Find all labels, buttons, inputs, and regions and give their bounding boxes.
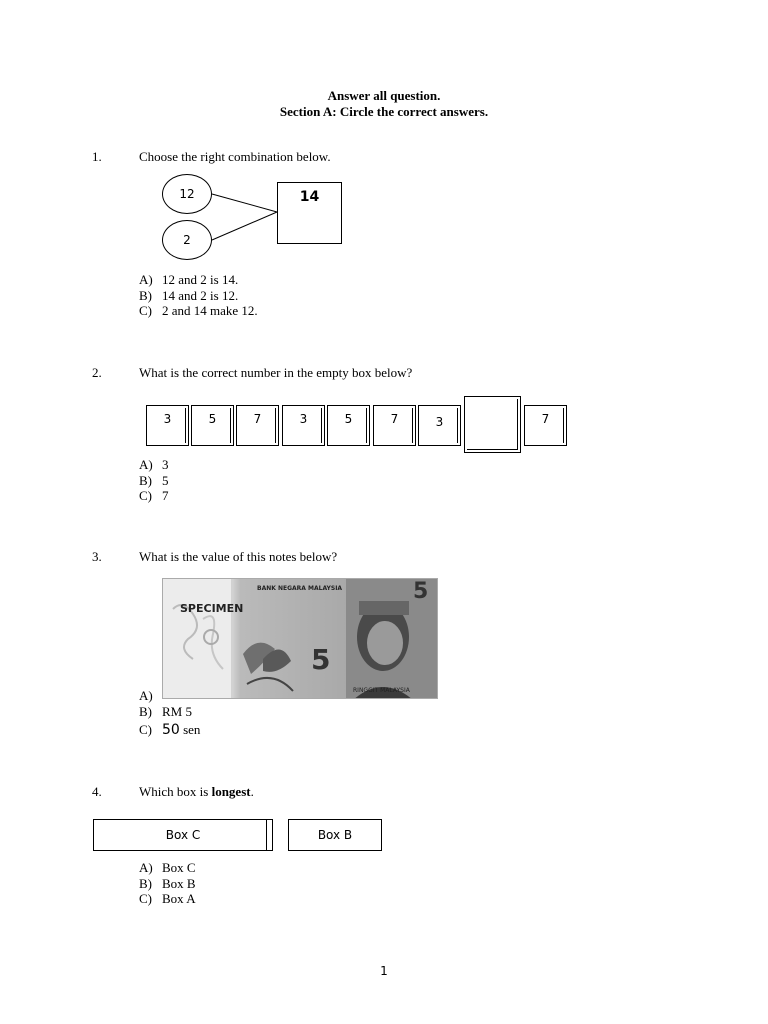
banknote-bank-name: BANK NEGARA MALAYSIA — [257, 585, 343, 592]
box-b-label: Box B — [317, 828, 353, 842]
option-text: 12 and 2 is 14. — [162, 272, 239, 287]
q4-options — [139, 860, 196, 907]
option-text: 3 — [162, 457, 169, 472]
q1-circle-top — [162, 174, 212, 214]
q4-box-b — [288, 819, 382, 851]
q1-option-c[interactable] — [139, 303, 258, 319]
q1-option-a[interactable] — [139, 272, 258, 288]
option-text: 14 and 2 is 12. — [162, 287, 239, 303]
option-letter: B) — [139, 472, 152, 488]
q1-circle-top-value: 12 — [179, 187, 195, 201]
option-letter: B) — [139, 287, 152, 303]
q1-options — [139, 272, 258, 319]
question-1-text: Choose the right combination below. — [139, 149, 331, 164]
banknote-illustration — [163, 579, 438, 699]
option-letter: C) — [139, 891, 152, 906]
q1-option-b[interactable] — [139, 288, 258, 304]
option-text: Box C — [162, 860, 196, 875]
q4-option-c[interactable] — [139, 891, 196, 907]
box-c-label: Box C — [165, 828, 201, 842]
option-text: 7 — [162, 488, 169, 503]
option-letter: A) — [139, 272, 153, 287]
option-letter: A) — [139, 688, 153, 703]
option-number: 50 — [162, 722, 180, 738]
question-2-text: What is the correct number in the empty box below? — [139, 365, 413, 380]
question-3-text: What is the value of this notes below? — [139, 549, 338, 564]
seq-value: 5 — [208, 412, 217, 426]
option-letter: A) — [139, 457, 153, 472]
question-3-number: 3. — [92, 549, 102, 564]
question-4-number: 4. — [92, 784, 102, 799]
page-number: 1 — [380, 964, 388, 978]
q1-circle-bottom — [162, 220, 212, 260]
option-letter: C) — [139, 303, 152, 318]
q3-option-c[interactable] — [139, 722, 200, 739]
option-text: 5 — [162, 472, 169, 488]
option-text: RM 5 — [162, 703, 192, 719]
q2-option-a[interactable] — [139, 457, 169, 473]
seq-value: 3 — [163, 412, 172, 426]
banknote-specimen-label: SPECIMEN — [180, 602, 244, 615]
q1-result-value: 14 — [299, 189, 320, 205]
q2-seq-box-5 — [327, 405, 370, 446]
q2-option-b[interactable] — [139, 473, 169, 489]
q4-option-a[interactable] — [139, 860, 196, 876]
seq-value: 7 — [253, 412, 262, 426]
banknote-corner-denomination: 5 — [413, 579, 429, 604]
q4-text-suffix: . — [250, 784, 254, 799]
q2-seq-box-6 — [373, 405, 416, 446]
seq-value: 5 — [344, 412, 353, 426]
q2-option-c[interactable] — [139, 488, 169, 504]
q3-option-b[interactable] — [139, 704, 200, 720]
q4-text-prefix: Which box is — [139, 784, 212, 799]
banknote-bottom-text: RINGGIT MALAYSIA — [353, 687, 410, 694]
option-text: Box A — [162, 891, 196, 906]
option-text: sen — [179, 722, 201, 737]
q4-box-c — [93, 819, 273, 851]
seq-value: 3 — [299, 412, 308, 426]
section-title: Section A: Circle the correct answers. — [279, 104, 489, 119]
q2-seq-box-2 — [191, 405, 234, 446]
question-1-number: 1. — [92, 149, 102, 164]
option-letter: B) — [139, 875, 152, 891]
q4-option-b[interactable] — [139, 876, 196, 892]
question-4-text — [139, 784, 254, 800]
q2-seq-box-3 — [236, 405, 279, 446]
option-letter: A) — [139, 860, 153, 875]
q2-options — [139, 457, 169, 504]
option-text: 2 and 14 make 12. — [162, 303, 258, 318]
q2-seq-box-4 — [282, 405, 325, 446]
option-letter: B) — [139, 703, 152, 719]
q2-seq-box-7 — [418, 405, 461, 446]
worksheet-title: Answer all question. — [327, 88, 441, 103]
seq-value: 7 — [390, 412, 399, 426]
option-letter: C) — [139, 488, 152, 503]
q2-empty-box — [464, 396, 521, 453]
banknote-image — [162, 578, 438, 699]
option-text: Box B — [162, 875, 196, 891]
seq-value: 3 — [435, 415, 444, 429]
question-2-number: 2. — [92, 365, 102, 380]
seq-value: 7 — [541, 412, 550, 426]
q2-seq-box-1 — [146, 405, 189, 446]
q1-result-box — [277, 182, 342, 244]
banknote-denomination: 5 — [311, 643, 331, 676]
q1-circle-bottom-value: 2 — [183, 233, 191, 247]
q2-seq-box-9 — [524, 405, 567, 446]
q4-text-bold: longest — [211, 784, 251, 799]
option-letter: C) — [139, 722, 152, 737]
